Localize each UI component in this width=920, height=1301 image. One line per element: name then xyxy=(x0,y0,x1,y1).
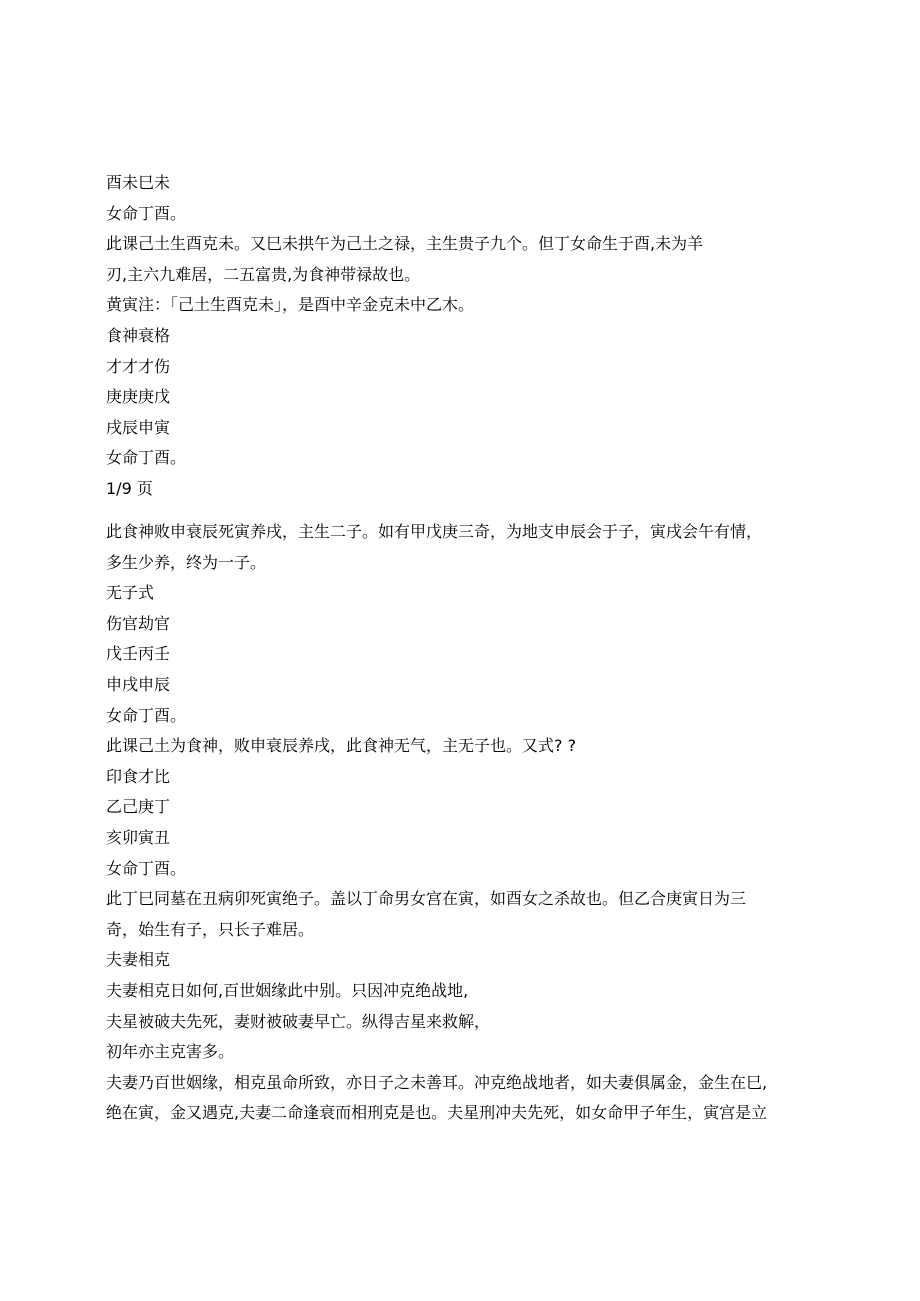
text-line: 申戌申辰 xyxy=(106,674,171,694)
text-line: 夫妻相克日如何,百世姻缘此中别。只因冲克绝战地, xyxy=(106,980,469,1000)
text-line: 夫妻相克 xyxy=(106,950,171,970)
text-line: 庚庚庚戊 xyxy=(106,387,171,407)
text-line: 女命丁酉。 xyxy=(106,705,187,725)
text-line: 此课己土为食神，败申衰辰养戌，此食神无气，主无子也。又式? ? xyxy=(106,736,577,756)
text-line: 女命丁酉。 xyxy=(106,858,187,878)
text-line: 奇，始生有子，只长子难居。 xyxy=(106,919,315,939)
text-line: 女命丁酉。 xyxy=(106,203,187,223)
text-line: 此食神败申衰辰死寅养戌，主生二子。如有甲戊庚三奇，为地支申辰会于子，寅戌会午有情， xyxy=(106,522,763,541)
text-line: 无子式 xyxy=(106,583,155,603)
page-number: 1/9 页 xyxy=(106,478,153,498)
text-line: 此课己土生酉克未。又巳未拱午为己土之禄，主生贵子九个。但丁女命生于酉,未为羊 xyxy=(106,234,704,254)
text-line: 才才才伤 xyxy=(106,356,171,376)
text-line: 戌辰申寅 xyxy=(106,417,171,437)
text-line: 初年亦主克害多。 xyxy=(106,1042,235,1062)
text-line: 多生少养，终为一子。 xyxy=(106,552,267,572)
text-line: 夫星被破夫先死，妻财被破妻早亡。纵得吉星来救解， xyxy=(106,1011,491,1031)
text-line: 酉未巳未 xyxy=(106,173,171,192)
text-line: 夫妻乃百世姻缘，相克虽命所致，亦日子之未善耳。冲克绝战地者，如夫妻俱属金，金生在巳, xyxy=(106,1072,768,1092)
text-line: 女命丁酉。 xyxy=(106,448,187,468)
text-line: 食神衰格 xyxy=(106,325,171,345)
text-line: 刃,主六九难居，二五富贵,为食神带禄故也。 xyxy=(106,264,421,284)
text-line: 戊壬丙壬 xyxy=(106,644,171,664)
text-line: 黄寅注：「己土生酉克未」，是酉中辛金克未中乙木。 xyxy=(106,295,475,315)
text-block-top xyxy=(106,168,826,505)
text-line: 伤官劫官 xyxy=(106,613,171,633)
text-block-bottom xyxy=(106,517,826,1129)
text-line: 乙己庚丁 xyxy=(106,797,171,817)
text-line: 此丁巳同墓在丑病卯死寅绝子。盖以丁命男女宫在寅，如酉女之杀故也。但乙合庚寅日为三 xyxy=(106,889,747,909)
text-line: 印食才比 xyxy=(106,766,171,786)
text-line: 绝在寅，金又遇克,夫妻二命逢衰而相刑克是也。夫星刑冲夫先死，如女命甲子年生，寅宫是立 xyxy=(106,1103,768,1123)
text-line: 亥卯寅丑 xyxy=(106,827,171,847)
